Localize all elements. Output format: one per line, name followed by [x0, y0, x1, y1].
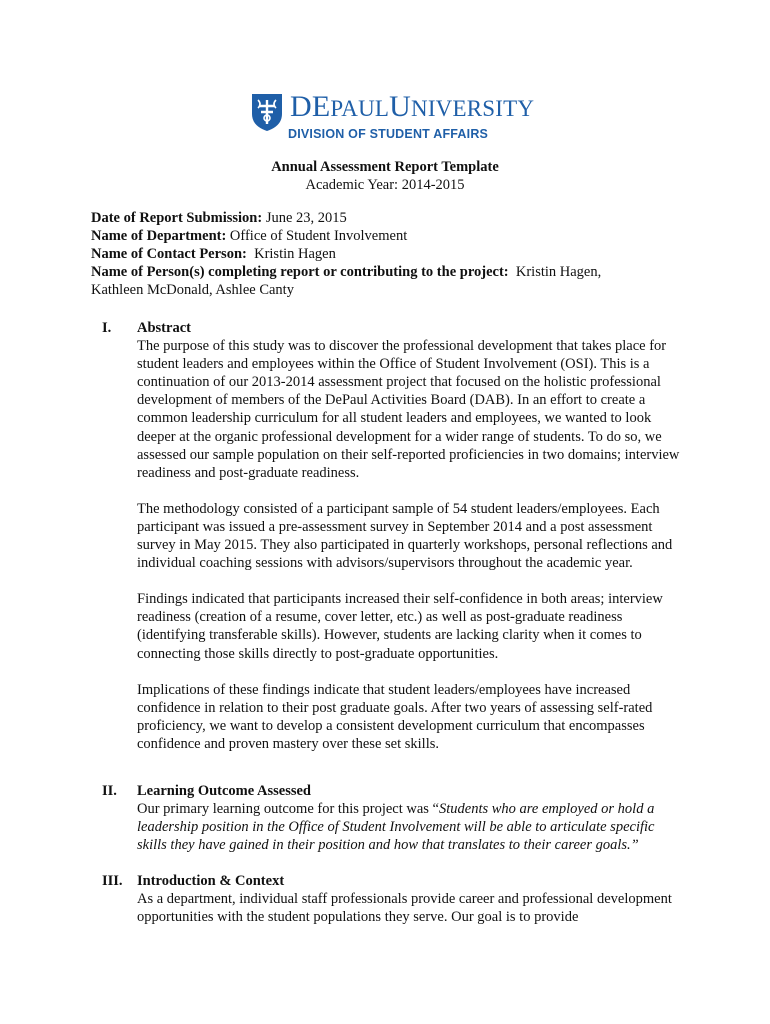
logo-text-paul: PAUL: [330, 96, 390, 121]
section-body: [137, 872, 682, 926]
meta-row-persons: Name of Person(s) completing report or contributing to the project: Kristin Hagen,: [91, 264, 602, 280]
university-name: [290, 90, 534, 126]
logo-text-de: DE: [290, 90, 331, 123]
paragraph: Implications of these findings indicate that student leaders/employees have increased confidence in relation to their post graduate goals. After two years of assessing self-rated proficiency, we want to develop a consistent development curriculum that encompasses confidence and proven mastery over these set skills.: [137, 681, 653, 752]
university-logo: [250, 90, 535, 146]
academic-year: Academic Year: 2014-2015: [305, 177, 465, 193]
section-body: [137, 782, 682, 854]
division-name: DIVISION OF STUDENT AFFAIRS: [288, 127, 489, 141]
learning-outcome-quote: Students who are employed or hold a leadership position in the Office of Student Involvement will be able to articulate specific skills they have gained in their position and how that translates to their career goals.”: [137, 801, 655, 854]
meta-row-contact: Name of Contact Person: Kristin Hagen: [91, 246, 336, 262]
report-title: Annual Assessment Report Template: [271, 159, 499, 175]
section-heading: Introduction & Context: [137, 873, 285, 889]
depaul-crest-icon: [250, 92, 284, 132]
paragraph: The purpose of this study was to discover the professional development that takes place for student leaders and employees within the Office of Student Involvement (OSI). This is a continuation of our 2013-2014 assessment project that focused on the holistic professional development of members of the DePaul Activities Board (DAB). In an effort to create a common leadership curriculum for all student leaders and employees, we wanted to look deeper at the organic professional development for a wider range of students. To do so, we assessed our sample population on their self-reported proficiencies in two domains; interview readiness and post-graduate readiness.: [137, 338, 680, 481]
meta-row-department: Name of Department: Office of Student Involvement: [91, 228, 408, 244]
section-number: I.: [102, 320, 112, 336]
report-title-block: [0, 158, 770, 194]
section-heading: Learning Outcome Assessed: [137, 783, 311, 799]
report-metadata: [91, 209, 691, 299]
meta-row-persons-cont: Kathleen McDonald, Ashlee Canty: [91, 282, 294, 298]
paragraph: Findings indicated that participants increased their self-confidence in both areas; interview readiness (creation of a resume, cover letter, etc.) as well as post-graduate readiness (identifying transferable skills). However, students are lacking clarity when it comes to connecting those skills directly to post-graduate opportunities.: [137, 591, 663, 662]
section-number: II.: [102, 783, 117, 799]
section-number: III.: [102, 873, 123, 889]
paragraph: The methodology consisted of a participant sample of 54 student leaders/employees. Each participant was issued a pre-assessment survey in September 2014 and a post assessment survey in May 2015. They also participated in quarterly workshops, personal reflections and individual coaching sessions with advisors/supervisors throughout the academic year.: [137, 500, 673, 572]
section-heading: Abstract: [137, 320, 191, 336]
logo-text-niversity: NIVERSITY: [411, 96, 535, 121]
logo-text-u: U: [389, 90, 412, 123]
meta-row-date: Date of Report Submission: June 23, 2015: [91, 210, 347, 226]
paragraph: As a department, individual staff professionals provide career and professional development opportunities with the student populations they serve. Our goal is to provide: [137, 891, 672, 926]
section-body: [137, 319, 682, 753]
paragraph: Our primary learning outcome for this project was “Students who are employed or hold a leadership position in the Office of Student Involvement will be able to articulate specific skills they have gained in their position and how that translates to their career goals.”: [137, 801, 655, 854]
